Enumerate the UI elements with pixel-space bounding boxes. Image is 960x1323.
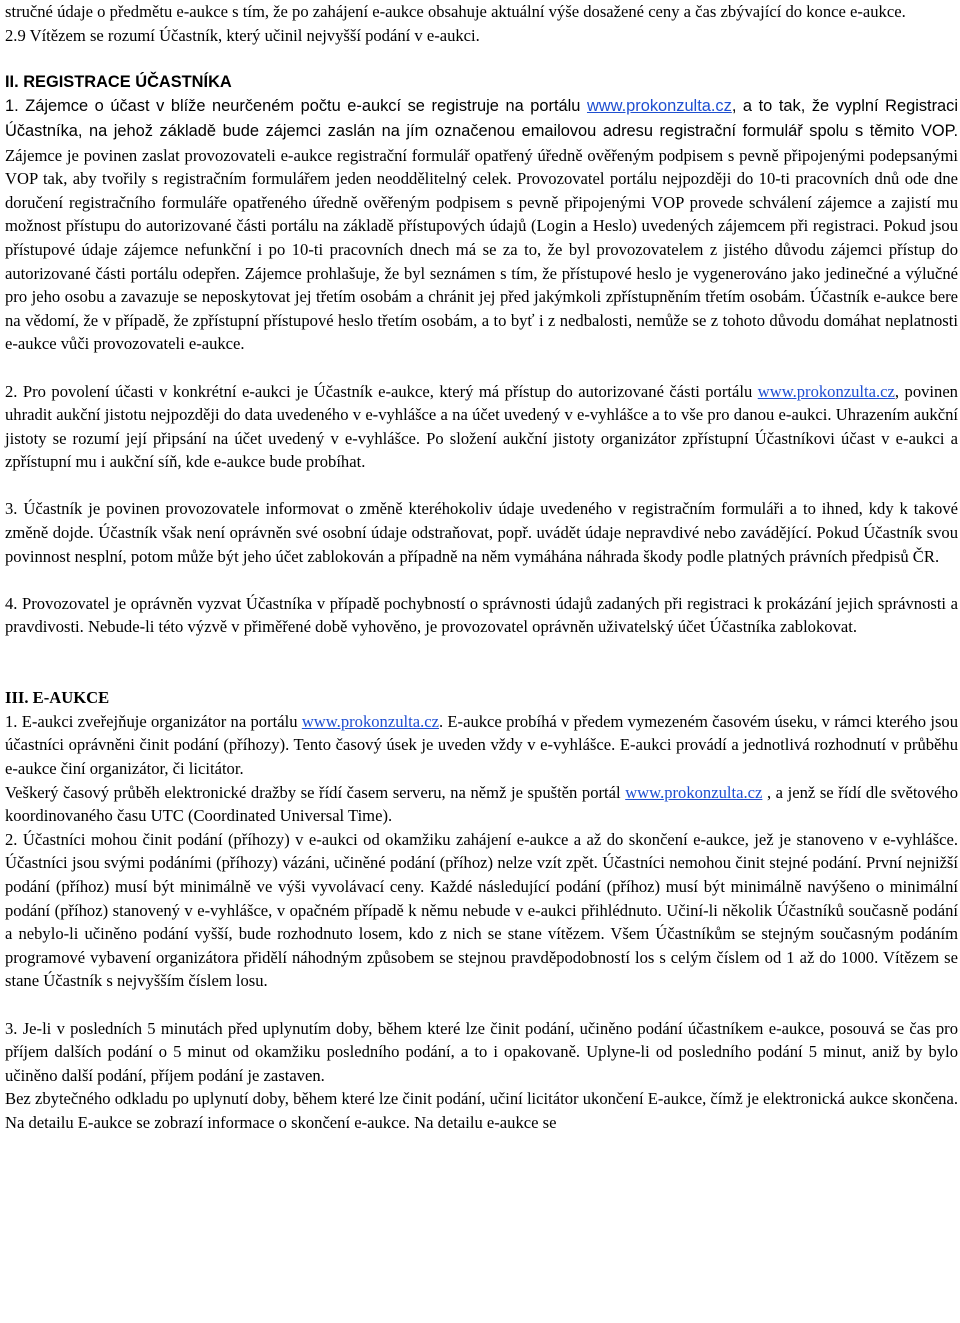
document-page: [5, 0, 958, 1135]
portal-link[interactable]: www.prokonzulta.cz: [301, 711, 439, 731]
portal-link[interactable]: www.prokonzulta.cz: [757, 381, 895, 401]
eauction-paragraph-4: Bez zbytečného odkladu po uplynutí doby, během které lze činit podání, učiní licitátor ukončení E-aukce, čímž je elektronická aukce skončena. Na detailu E-aukce se zobrazí informace o skončení e-aukce. Na detailu e-aukce se: [5, 1089, 958, 1132]
eauction-paragraph-1: 1. E-aukci zveřejňuje organizátor na portálu www.prokonzulta.cz. E-aukce probíhá v předem vymezeném časovém úseku, v rámci kterého jsou účastníci oprávněni činit podání (příhozy). Tento časový úsek je uveden vždy v e-vyhlášce. E-aukci provádí a jednotlivá rozhodnutí v průběhu e-aukce činí organizátor, či licitátor.: [5, 711, 958, 778]
portal-link[interactable]: www.prokonzulta.cz: [586, 97, 732, 116]
registration-paragraph-4: 4. Provozovatel je oprávněn vyzvat Účastníka v případě pochybností o správnosti údajů zadaných při registraci k prokázání jejich správnosti a pravdivosti. Nebude-li této výzvě v přiměřené době vyhověno, je provozovatel oprávněn uživatelský účet Účastníka zablokovat.: [5, 593, 958, 637]
definition-winner: 2.9 Vítězem se rozumí Účastník, který učinil nejvyšší podání v e-aukci.: [5, 25, 480, 45]
eauction-paragraph-1-time: Veškerý časový průběh elektronické dražby se řídí časem serveru, na němž je spuštěn portál www.prokonzulta.cz , a jenž se řídí dle světového koordinovaného času UTC (Coordinated Universal Time).: [5, 782, 958, 826]
section-heading-registration: II. REGISTRACE ÚČASTNÍKA: [5, 72, 232, 91]
eauction-paragraph-3: 3. Je-li v posledních 5 minutách před uplynutím doby, během které lze činit podání, učiněno podání účastníkem e-aukce, posouvá se čas pro příjem dalších podání o 5 minut od okamžiku posledního podání, a to i opakovaně. Uplyne-li od posledního podání 5 minut, aniž by bylo učiněno další podání, příjem podání je zastaven.: [5, 1018, 958, 1085]
portal-link[interactable]: www.prokonzulta.cz: [625, 782, 763, 802]
registration-paragraph-2: 2. Pro povolení účasti v konkrétní e-aukci je Účastník e-aukce, který má přístup do autorizované části portálu www.prokonzulta.cz, povinen uhradit aukční jistotu nejpozději do data uvedeného v e-vyhlášce a na účet uvedený v e-vyhlášce a to vše pro danou e-aukci. Uhrazením aukční jistoty se rozumí její připsání na účet uvedený v e-vyhlášce. Po složení aukční jistoty organizátor zpřístupní Účastníkovi účast v e-aukci a zpřístupní mu i aukční síň, kde e-aukce bude probíhat.: [5, 381, 958, 472]
eauction-paragraph-2: 2. Účastníci mohou činit podání (příhozy) v e-aukci od okamžiku zahájení e-aukce a až do skončení e-aukce, jež je stanoveno v e-vyhlášce. Účastníci jsou svými podáními (příhozy) vázáni, učiněné podání (příhoz) nelze vzít zpět. Účastníci nemohou činit stejné podání. První nejnižší podání (příhoz) musí být minimálně ve výši vyvolávací ceny. Každé následující podání (příhoz) musí být minimálně navýšeno o minimální podání (příhoz) stanovený v e-vyhlášce, v opačném případě k němu nebude v e-aukci přihlédnuto. Učiní-li několik Účastníků současně podání a nebylo-li učiněno podání vyšší, bude rozhodnuto losem, kdo z nich se stane vítězem. Všem Účastníkům se stejným současným podáním programové vybavení organizátora přidělí náhodným způsobem se stejnou pravděpodobností los s celým číslem od 1 až do 1000. Vítězem se stane Účastník s nejvyšším číslem losu.: [5, 829, 958, 991]
section-heading-eauction: III. E-AUKCE: [5, 688, 110, 708]
registration-paragraph-1: 1. Zájemce o účast v blíže neurčeném počtu e-aukcí se registruje na portálu www.prokonzulta.cz, a to tak, že vyplní Registraci Účastníka, na jehož základě bude zájemci zaslán na jím označenou emailovou adresu registrační formulář spolu s těmito VOP. Zájemce je povinen zaslat provozovateli e-aukce registrační formulář opatřený úředně ověřeným podpisem s pevně připojenými podepsanými VOP tak, aby tvořily s registračním formulářem jeden neoddělitelný celek. Provozovatel portálu nejpozději do 10-ti pracovních dnů ode dne doručení registračního formuláře opatřeného úředně ověřeným podpisem s pevně připojenými VOP provede schválení zájemce a zajistí mu možnost přístupu do autorizované části portálu na základě přístupových údajů (Login a Heslo) uvedených zájemcem při registraci. Pokud jsou přístupové údaje zájemce nefunkční i po 10-ti pracovních dnech má se za to, že byl provozovatelem z jistého důvodu zájemci přístup do autorizované části portálu odepřen. Zájemce prohlašuje, že byl seznámen s tím, že přístupové heslo je vygenerováno jako jedinečné a výlučné pro jeho osobu a zavazuje se neposkytovat jej třetím osobám a chránit jej před jakýmkoli zpřístupněním třetím osobám. Účastník e-aukce bere na vědomí, že v případě, že zpřístupní přístupové heslo třetím osobám, a to byť i z nedbalosti, nemůže se z tohoto důvodu domáhat neplatnosti e-aukce vůči provozovateli e-aukce.: [5, 97, 958, 354]
intro-paragraph: stručné údaje o předmětu e-aukce s tím, že po zahájení e-aukce obsahuje aktuální výše dosažené ceny a čas zbývající do konce e-aukce.: [5, 2, 906, 21]
registration-paragraph-3: 3. Účastník je povinen provozovatele informovat o změně kteréhokoliv údaje uvedeného v registračním formuláři a to ihned, kdy k takové změně dojde. Účastník však není oprávněn své osobní údaje odstraňovat, popř. uvádět údaje nepravdivé nebo zavádějící. Pokud Účastník svou povinnost nesplní, potom může být jeho účet zablokován a případně na něm vymáhána náhrada škody podle platných právních předpisů ČR.: [5, 499, 958, 566]
